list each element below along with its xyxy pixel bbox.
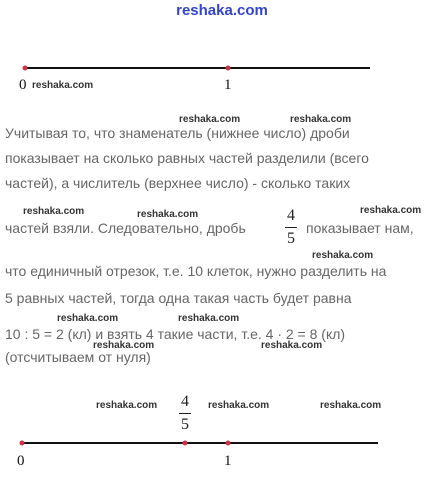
- fraction-bar: [179, 413, 191, 414]
- watermark: reshaka.com: [312, 250, 374, 261]
- point-fraction-denominator: 5: [181, 416, 189, 433]
- number-line-1-one-point: [226, 66, 231, 71]
- watermark: reshaka.com: [179, 114, 241, 125]
- watermark: reshaka.com: [23, 206, 85, 217]
- paragraph-line-4b: показывает нам,: [306, 220, 414, 236]
- watermark: reshaka.com: [96, 400, 158, 411]
- inline-fraction: [285, 207, 297, 248]
- number-line-1-zero-point: [23, 66, 28, 71]
- watermark: reshaka.com: [137, 209, 199, 220]
- number-line-2-point-fraction: [179, 393, 191, 434]
- site-title[interactable]: reshaka.com: [176, 2, 268, 19]
- watermark: reshaka.com: [93, 340, 155, 351]
- number-line-2-one-point: [226, 441, 231, 446]
- fraction-bar: [285, 227, 297, 228]
- paragraph-line-1: Учитывая то, что знаменатель (нижнее число) дроби: [5, 125, 350, 141]
- paragraph-line-5: что единичный отрезок, т.е. 10 клеток, нужно разделить на: [5, 263, 387, 279]
- paragraph-line-4a: частей взяли. Следовательно, дробь: [5, 220, 246, 236]
- number-line-2-label-zero: 0: [17, 453, 25, 469]
- watermark: reshaka.com: [208, 400, 270, 411]
- number-line-1-label-one: 1: [224, 77, 232, 93]
- watermark: reshaka.com: [320, 400, 382, 411]
- paragraph-line-8: (отсчитываем от нуля): [5, 349, 151, 365]
- watermark: reshaka.com: [290, 114, 352, 125]
- number-line-2-fraction-point: [183, 441, 188, 446]
- watermark: reshaka.com: [360, 205, 422, 216]
- inline-fraction-numerator: 4: [287, 207, 295, 224]
- paragraph-line-7: 10 : 5 = 2 (кл) и взять 4 такие части, т.е. 4 · 2 = 8 (кл): [5, 326, 346, 342]
- point-fraction-numerator: 4: [181, 393, 189, 410]
- paragraph-line-6: 5 равных частей, тогда одна такая часть будет равна: [5, 290, 352, 306]
- number-line-2-zero-point: [20, 441, 25, 446]
- watermark: reshaka.com: [178, 313, 240, 324]
- watermark: reshaka.com: [261, 340, 323, 351]
- number-line-2-label-one: 1: [224, 453, 232, 469]
- watermark: reshaka.com: [32, 80, 94, 91]
- paragraph-line-3: частей), а числитель (верхнее число) - сколько таких: [5, 175, 351, 191]
- watermark: reshaka.com: [57, 313, 119, 324]
- paragraph-line-2: показывает на сколько равных частей разделили (всего: [5, 150, 369, 166]
- number-line-1-label-zero: 0: [19, 77, 27, 93]
- inline-fraction-denominator: 5: [287, 230, 295, 247]
